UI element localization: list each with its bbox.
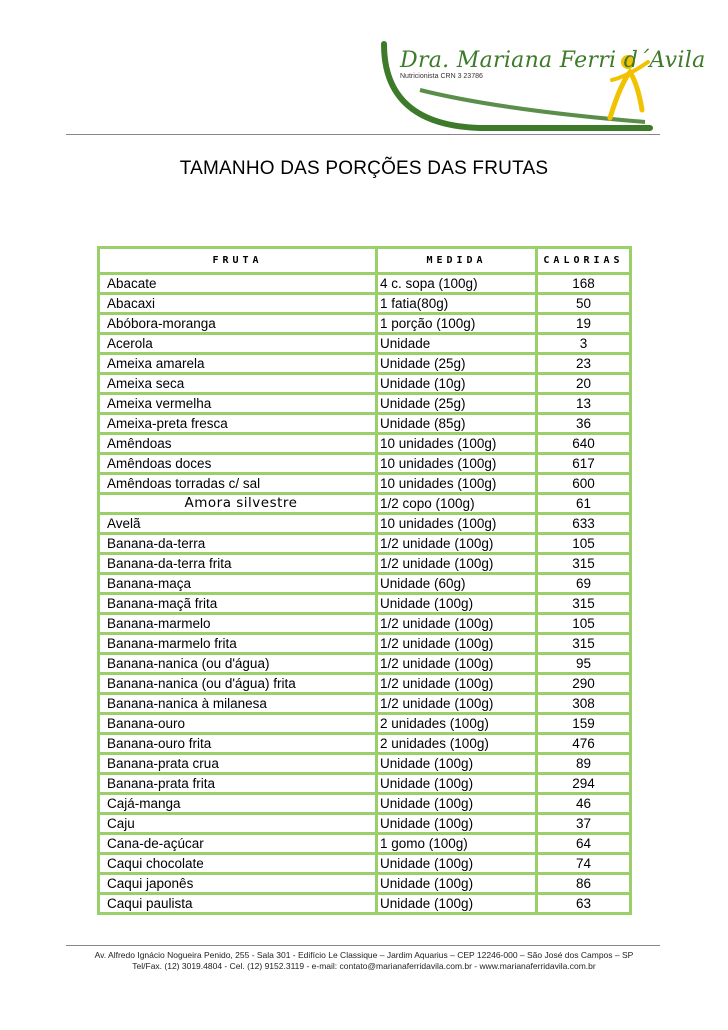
calories-cell: 290	[537, 674, 631, 694]
fruit-name-cell: Banana-ouro	[99, 714, 377, 734]
calories-cell: 86	[537, 874, 631, 894]
calories-cell: 61	[537, 494, 631, 514]
table-row	[99, 854, 631, 874]
table-row	[99, 794, 631, 814]
fruit-name-cell: Banana-nanica à milanesa	[99, 694, 377, 714]
fruit-name-cell: Banana-ouro frita	[99, 734, 377, 754]
calories-cell: 3	[537, 334, 631, 354]
calories-cell: 50	[537, 294, 631, 314]
calories-cell: 308	[537, 694, 631, 714]
logo-name: Dra. Mariana Ferri d´Avila	[400, 48, 706, 73]
fruit-name-cell: Banana-da-terra frita	[99, 554, 377, 574]
table-row	[99, 814, 631, 834]
fruit-name-cell: Acerola	[99, 334, 377, 354]
calories-cell: 19	[537, 314, 631, 334]
logo-subtitle: Nutricionista CRN 3 23786	[400, 73, 483, 80]
footer-divider	[66, 945, 660, 946]
measure-cell: Unidade (25g)	[377, 394, 537, 414]
table-row	[99, 414, 631, 434]
measure-cell: Unidade (100g)	[377, 894, 537, 914]
measure-cell: 2 unidades (100g)	[377, 734, 537, 754]
measure-cell: Unidade (100g)	[377, 594, 537, 614]
page-title: TAMANHO DAS PORÇÕES DAS FRUTAS	[179, 158, 549, 179]
calories-cell: 63	[537, 894, 631, 914]
table-row	[99, 474, 631, 494]
table-row	[99, 494, 631, 514]
table-row	[99, 374, 631, 394]
table-row	[99, 734, 631, 754]
calories-cell: 36	[537, 414, 631, 434]
calories-cell: 105	[537, 614, 631, 634]
measure-cell: 1/2 unidade (100g)	[377, 654, 537, 674]
measure-cell: 1/2 copo (100g)	[377, 494, 537, 514]
table-row	[99, 834, 631, 854]
measure-cell: Unidade (100g)	[377, 754, 537, 774]
calories-cell: 105	[537, 534, 631, 554]
measure-cell: Unidade (100g)	[377, 814, 537, 834]
fruit-name-cell: Ameixa-preta fresca	[99, 414, 377, 434]
table-row	[99, 554, 631, 574]
measure-cell: 10 unidades (100g)	[377, 434, 537, 454]
fruit-name-cell: Banana-prata crua	[99, 754, 377, 774]
fruit-name-cell: Banana-prata frita	[99, 774, 377, 794]
table-header-row	[99, 248, 631, 274]
calories-cell: 23	[537, 354, 631, 374]
calories-cell: 13	[537, 394, 631, 414]
fruit-name-cell: Caqui paulista	[99, 894, 377, 914]
fruit-name-cell: Ameixa amarela	[99, 354, 377, 374]
calories-cell: 600	[537, 474, 631, 494]
table-row	[99, 534, 631, 554]
measure-cell: 10 unidades (100g)	[377, 454, 537, 474]
table-row	[99, 354, 631, 374]
table-row	[99, 714, 631, 734]
fruit-name-cell: Avelã	[99, 514, 377, 534]
fruit-name-cell: Cana-de-açúcar	[99, 834, 377, 854]
table-row	[99, 274, 631, 294]
fruit-name-cell: Caqui japonês	[99, 874, 377, 894]
measure-cell: 2 unidades (100g)	[377, 714, 537, 734]
calories-cell: 20	[537, 374, 631, 394]
measure-cell: Unidade (85g)	[377, 414, 537, 434]
measure-cell: Unidade (10g)	[377, 374, 537, 394]
fruit-name-cell: Amora silvestre	[99, 494, 377, 514]
table-row	[99, 754, 631, 774]
table-row	[99, 454, 631, 474]
calories-cell: 95	[537, 654, 631, 674]
calories-cell: 89	[537, 754, 631, 774]
table-row	[99, 654, 631, 674]
footer-contact: Tel/Fax. (12) 3019.4804 - Cel. (12) 9152.3119 - e-mail: contato@marianaferridavila.com.br - www.marianaferridavila.com.br	[132, 961, 596, 971]
calories-cell: 476	[537, 734, 631, 754]
measure-cell: Unidade (100g)	[377, 874, 537, 894]
calories-cell: 74	[537, 854, 631, 874]
calories-cell: 315	[537, 554, 631, 574]
table-row	[99, 514, 631, 534]
table-row	[99, 894, 631, 914]
fruit-name-cell: Banana-nanica (ou d'água) frita	[99, 674, 377, 694]
fruit-name-cell: Banana-maça	[99, 574, 377, 594]
footer	[0, 950, 728, 972]
measure-cell: Unidade (100g)	[377, 794, 537, 814]
fruit-name-cell: Abacaxi	[99, 294, 377, 314]
portions-table	[97, 246, 632, 915]
column-header-medida: MEDIDA	[377, 248, 537, 274]
measure-cell: Unidade (100g)	[377, 774, 537, 794]
table-row	[99, 614, 631, 634]
calories-cell: 168	[537, 274, 631, 294]
calories-cell: 159	[537, 714, 631, 734]
calories-cell: 46	[537, 794, 631, 814]
measure-cell: Unidade	[377, 334, 537, 354]
fruit-name-cell: Banana-da-terra	[99, 534, 377, 554]
table-row	[99, 634, 631, 654]
column-header-fruta: FRUTA	[99, 248, 377, 274]
measure-cell: 1/2 unidade (100g)	[377, 554, 537, 574]
calories-cell: 37	[537, 814, 631, 834]
calories-cell: 69	[537, 574, 631, 594]
fruit-name-cell: Abacate	[99, 274, 377, 294]
fruit-name-cell: Ameixa vermelha	[99, 394, 377, 414]
fruit-name-cell: Banana-nanica (ou d'água)	[99, 654, 377, 674]
fruit-name-cell: Banana-marmelo	[99, 614, 377, 634]
measure-cell: 1/2 unidade (100g)	[377, 634, 537, 654]
table-row	[99, 594, 631, 614]
table-row	[99, 674, 631, 694]
calories-cell: 617	[537, 454, 631, 474]
fruit-name-cell: Abóbora-moranga	[99, 314, 377, 334]
calories-cell: 640	[537, 434, 631, 454]
measure-cell: Unidade (100g)	[377, 854, 537, 874]
table-row	[99, 334, 631, 354]
measure-cell: Unidade (25g)	[377, 354, 537, 374]
measure-cell: 1/2 unidade (100g)	[377, 674, 537, 694]
footer-address: Av. Alfredo Ignácio Nogueira Penido, 255 - Sala 301 - Edifício Le Classique – Jardim Aquarius – CEP 12246-000 – São José dos Campos – SP	[94, 950, 634, 960]
measure-cell: 1/2 unidade (100g)	[377, 614, 537, 634]
measure-cell: Unidade (60g)	[377, 574, 537, 594]
table-row	[99, 774, 631, 794]
table-row	[99, 874, 631, 894]
calories-cell: 315	[537, 634, 631, 654]
measure-cell: 1 fatia(80g)	[377, 294, 537, 314]
measure-cell: 1 gomo (100g)	[377, 834, 537, 854]
calories-cell: 633	[537, 514, 631, 534]
measure-cell: 4 c. sopa (100g)	[377, 274, 537, 294]
calories-cell: 294	[537, 774, 631, 794]
fruit-name-cell: Caju	[99, 814, 377, 834]
header-divider	[66, 134, 660, 135]
fruit-name-cell: Amêndoas torradas c/ sal	[99, 474, 377, 494]
fruit-name-cell: Cajá-manga	[99, 794, 377, 814]
table-row	[99, 694, 631, 714]
logo	[380, 40, 706, 135]
measure-cell: 1 porção (100g)	[377, 314, 537, 334]
table-row	[99, 434, 631, 454]
table-row	[99, 294, 631, 314]
table-row	[99, 574, 631, 594]
fruit-name-cell: Amêndoas doces	[99, 454, 377, 474]
column-header-calorias: CALORIAS	[537, 248, 631, 274]
measure-cell: 1/2 unidade (100g)	[377, 534, 537, 554]
fruit-name-cell: Banana-marmelo frita	[99, 634, 377, 654]
measure-cell: 10 unidades (100g)	[377, 514, 537, 534]
calories-cell: 64	[537, 834, 631, 854]
fruit-name-cell: Amêndoas	[99, 434, 377, 454]
fruit-name-cell: Banana-maçã frita	[99, 594, 377, 614]
measure-cell: 10 unidades (100g)	[377, 474, 537, 494]
table-row	[99, 314, 631, 334]
fruit-name-cell: Caqui chocolate	[99, 854, 377, 874]
fruit-name-cell: Ameixa seca	[99, 374, 377, 394]
measure-cell: 1/2 unidade (100g)	[377, 694, 537, 714]
table-row	[99, 394, 631, 414]
table-body	[99, 274, 631, 914]
calories-cell: 315	[537, 594, 631, 614]
